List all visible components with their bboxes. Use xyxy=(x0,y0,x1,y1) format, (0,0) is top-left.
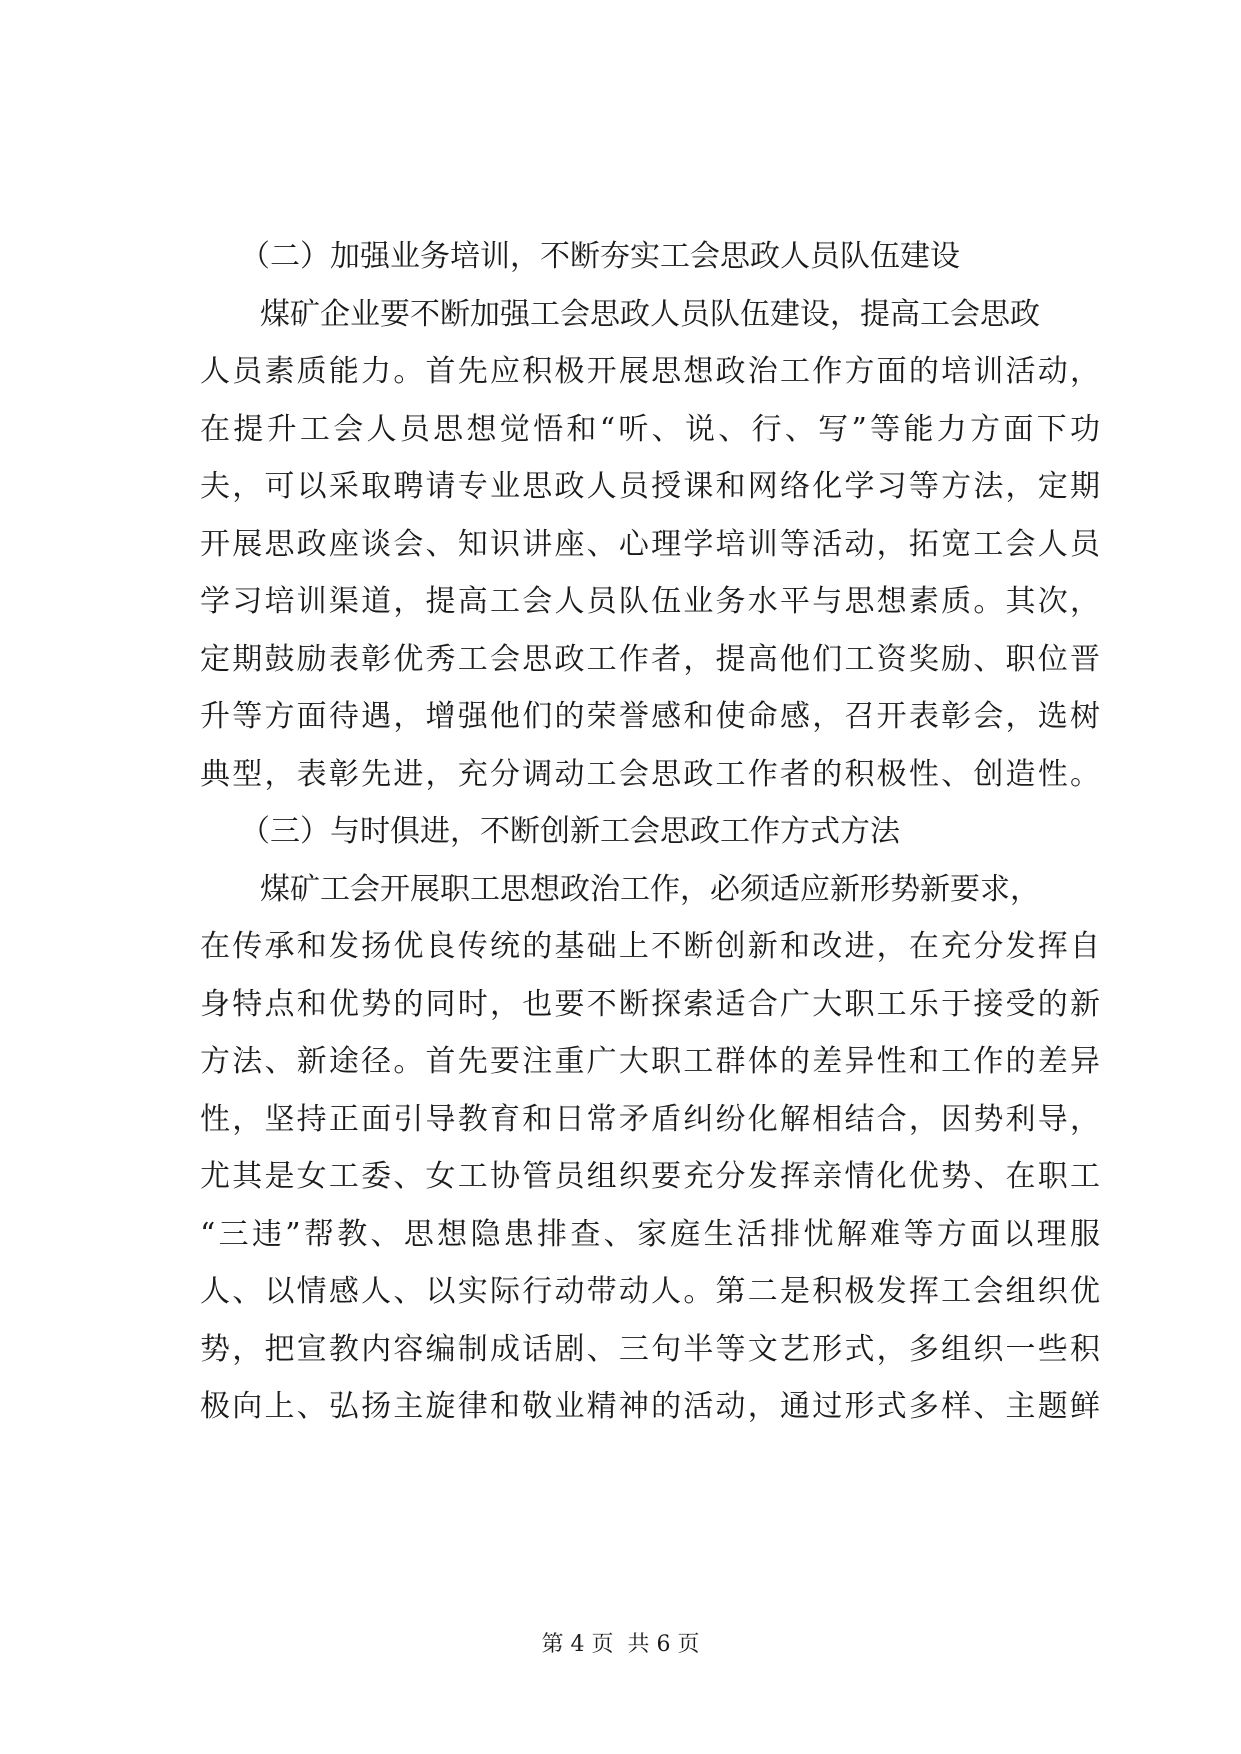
paragraph-first-line: 煤矿工会开展职工思想政治工作，必须适应新形势新要求， xyxy=(260,871,1040,907)
paragraph-line: 人、以情感人、以实际行动带动人。第二是积极发挥工会组织优 xyxy=(200,1274,1100,1309)
section-heading: （二）加强业务培训，不断夯实工会思政人员队伍建设 xyxy=(240,239,960,274)
paragraph-line: 夫，可以采取聘请专业思政人员授课和网络化学习等方法，定期 xyxy=(200,469,1100,504)
paragraph-line: “三违”帮教、思想隐患排查、家庭生活排忧解难等方面以理服 xyxy=(200,1216,1100,1252)
paragraph-line: 势，把宣教内容编制成话剧、三句半等文艺形式，多组织一些积 xyxy=(200,1331,1100,1367)
paragraph-line: 尤其是女工委、女工协管员组织要充分发挥亲情化优势、在职工 xyxy=(200,1159,1100,1194)
paragraph-line: 性，坚持正面引导教育和日常矛盾纠纷化解相结合，因势利导， xyxy=(200,1101,1100,1137)
paragraph-line: 极向上、弘扬主旋律和敬业精神的活动，通过形式多样、主题鲜 xyxy=(200,1389,1100,1424)
page-footer: 第 4 页 共 6 页 xyxy=(541,1632,700,1657)
paragraph-line: 在提升工会人员思想觉悟和“听、说、行、写”等能力方面下功 xyxy=(200,411,1100,447)
paragraph-line: 方法、新途径。首先要注重广大职工群体的差异性和工作的差异 xyxy=(200,1044,1100,1079)
paragraph-line: 升等方面待遇，增强他们的荣誉感和使命感，召开表彰会，选树 xyxy=(200,699,1100,734)
document-body xyxy=(200,228,1100,1436)
paragraph-line: 开展思政座谈会、知识讲座、心理学培训等活动，拓宽工会人员 xyxy=(200,526,1100,562)
paragraph-first-line: 煤矿企业要不断加强工会思政人员队伍建设，提高工会思政 xyxy=(260,296,1040,332)
paragraph-line: 人员素质能力。首先应积极开展思想政治工作方面的培训活动， xyxy=(200,354,1100,389)
paragraph-line: 典型，表彰先进，充分调动工会思政工作者的积极性、创造性。 xyxy=(200,756,1100,792)
paragraph-line: 在传承和发扬优良传统的基础上不断创新和改进，在充分发挥自 xyxy=(200,929,1100,964)
paragraph-line: 身特点和优势的同时，也要不断探索适合广大职工乐于接受的新 xyxy=(200,986,1100,1022)
section-heading: （三）与时俱进，不断创新工会思政工作方式方法 xyxy=(240,814,900,849)
paragraph-line: 学习培训渠道，提高工会人员队伍业务水平与思想素质。其次， xyxy=(200,584,1100,619)
paragraph-line: 定期鼓励表彰优秀工会思政工作者，提高他们工资奖励、职位晋 xyxy=(200,641,1100,677)
